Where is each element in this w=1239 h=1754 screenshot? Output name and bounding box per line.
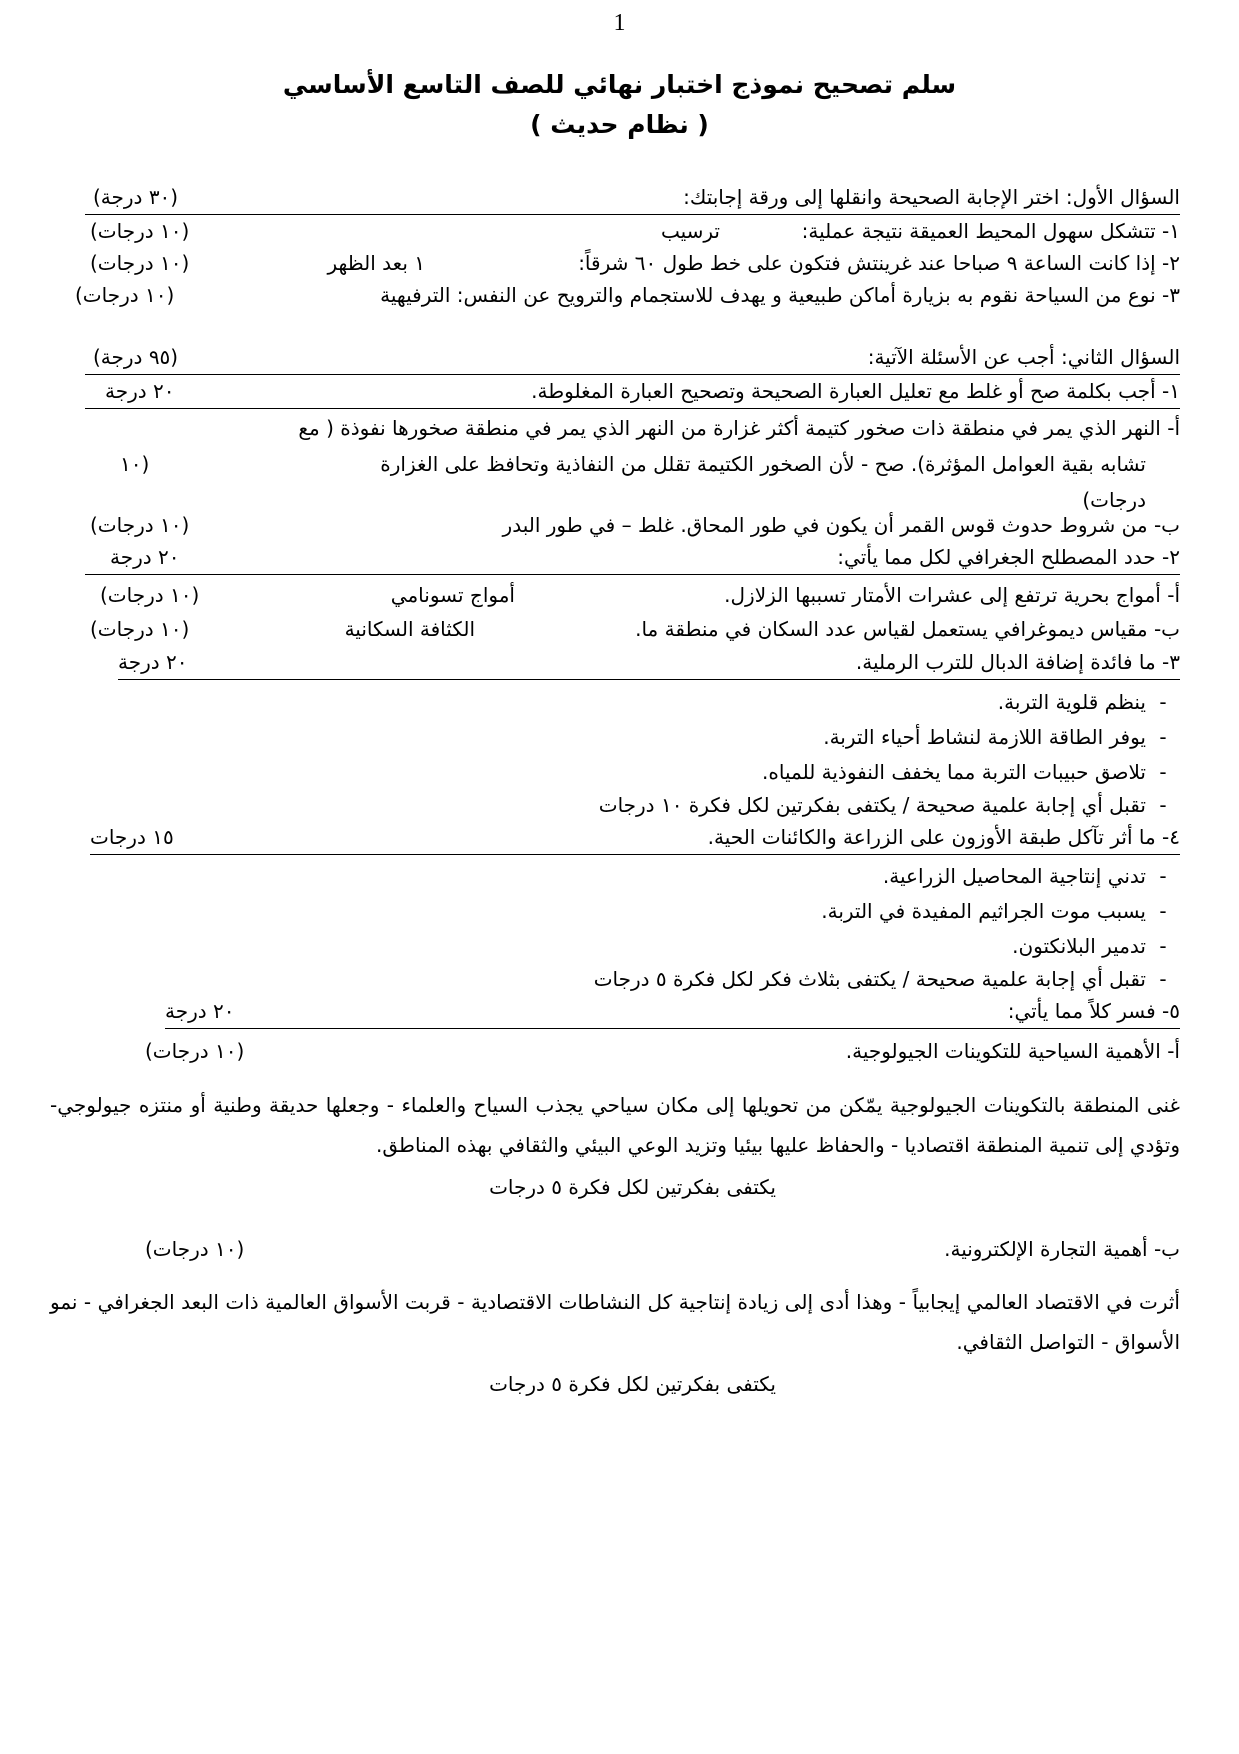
- q2-p5-heading-row: [165, 994, 1180, 1029]
- q2-p4-heading-row: [90, 820, 1180, 855]
- q2-p5-b-note-row: [85, 1367, 1180, 1401]
- q2-p5-b-note: يكتفى بفكرتين لكل فكرة ٥ درجات: [489, 1372, 776, 1396]
- q2-p3-bullet-4-text: تقبل أي إجابة علمية صحيحة / يكتفى بفكرتين لكل فكرة ١٠ درجات: [598, 793, 1146, 817]
- q2-p5-b-answer: أثرت في الاقتصاد العالمي إيجابياً - وهذا أدى إلى زيادة إنتاجية كل النشاطات الاقتصادية - قربت الأسواق العالمية ذات البعد الجغرافي - نمو الأسواق - التواصل الثقافي.: [50, 1290, 1180, 1354]
- q2-p2-b-marks: (١٠ درجات): [90, 617, 190, 641]
- q1-heading-row: [85, 180, 1180, 215]
- q1-item-2-answer: ١ بعد الظهر: [327, 251, 425, 275]
- q2-p2-a: [85, 578, 1180, 612]
- q1-item-2: [85, 246, 1180, 280]
- q1-item-1-answer: ترسيب: [660, 219, 720, 243]
- q2-p1-a-line2: [85, 447, 1180, 481]
- q2-p1-a-line1: [85, 411, 1180, 445]
- q2-p2-heading-row: [85, 540, 1180, 575]
- q2-p3-bullet-2: -يوفر الطاقة اللازمة لنشاط أحياء التربة.: [823, 725, 1167, 749]
- q2-p3-bullet-1: -ينظم قلوية التربة.: [997, 690, 1167, 714]
- q2-p2-a-answer: أمواج تسونامي: [390, 583, 515, 607]
- q2-p1-a-text-2: تشابه بقية العوامل المؤثرة). صح - لأن الصخور الكتيمة تقلل من النفاذية وتحافظ على الغزارة: [380, 452, 1146, 476]
- q2-p3-heading: ٣- ما فائدة إضافة الدبال للترب الرملية.: [855, 650, 1180, 674]
- q2-p4-bullet-4: -تقبل أي إجابة علمية صحيحة / يكتفى بثلاث فكر لكل فكرة ٥ درجات: [593, 967, 1167, 991]
- q2-p3-heading-row: [118, 645, 1180, 680]
- q2-heading-row: [85, 340, 1180, 375]
- q2-p5-a-answer: غنى المنطقة بالتكوينات الجيولوجية يمّكن من تحويلها إلى مكان سياحي يجذب السياح والعلماء - وجعلها حديقة وطنية أو منتزه جيولوجي- وتؤدي إلى تنمية المنطقة اقتصاديا - والحفاظ عليها بيئيا وتزيد الوعي البيئي والثقافي بهذه المناطق.: [50, 1093, 1180, 1157]
- q2-p1-a-text-1: أ- النهر الذي يمر في منطقة ذات صخور كتيمة أكثر غزارة من النهر الذي يمر في منطقة صخورها نفوذة ( مع: [298, 416, 1180, 440]
- q2-p3-bullet-3-text: تلاصق حبيبات التربة مما يخفف النفوذية للمياه.: [762, 760, 1146, 784]
- q2-p5-marks: ٢٠ درجة: [165, 999, 235, 1023]
- q2-p3-bullet-1-text: ينظم قلوية التربة.: [997, 690, 1146, 714]
- q2-p3-marks: ٢٠ درجة: [118, 650, 188, 674]
- q2-p3-bullet-3: -تلاصق حبيبات التربة مما يخفف النفوذية للمياه.: [762, 760, 1167, 784]
- q1-item-2-marks: (١٠ درجات): [90, 251, 190, 275]
- q2-p4-bullet-2: -يسبب موت الجراثيم المفيدة في التربة.: [821, 899, 1167, 923]
- q2-heading: السؤال الثاني: أجب عن الأسئلة الآتية:: [867, 345, 1180, 369]
- q2-p2-b-answer: الكثافة السكانية: [344, 617, 475, 641]
- q2-p1-heading: ١- أجب بكلمة صح أو غلط مع تعليل العبارة الصحيحة وتصحيح العبارة المغلوطة.: [531, 379, 1180, 403]
- q2-p3-bullet-2-text: يوفر الطاقة اللازمة لنشاط أحياء التربة.: [823, 725, 1146, 749]
- q2-p4-bullet-3-text: تدمير البلانكتون.: [1012, 934, 1146, 958]
- q2-p4-bullet-4-text: تقبل أي إجابة علمية صحيحة / يكتفى بثلاث فكر لكل فكرة ٥ درجات: [593, 967, 1146, 991]
- q2-p4-bullet-3: -تدمير البلانكتون.: [1012, 934, 1167, 958]
- q1-item-1-marks: (١٠ درجات): [90, 219, 190, 243]
- q2-p5-a: [85, 1034, 1180, 1068]
- q1-item-1-text: ١- تتشكل سهول المحيط العميقة نتيجة عملية:: [801, 219, 1180, 243]
- q2-p2-marks: ٢٠ درجة: [110, 545, 180, 569]
- q2-p1-heading-row: [85, 374, 1180, 409]
- q2-p4-bullet-1: -تدني إنتاجية المحاصيل الزراعية.: [882, 864, 1167, 888]
- q1-item-2-text: ٢- إذا كانت الساعة ٩ صباحا عند غرينتش فتكون على خط طول ٦٠ شرقاً:: [578, 251, 1180, 275]
- q2-p4-bullet-2-text: يسبب موت الجراثيم المفيدة في التربة.: [821, 899, 1146, 923]
- q2-marks: (٩٥ درجة): [93, 345, 179, 369]
- q2-p1-b: [85, 508, 1180, 542]
- q2-p2-b-text: ب- مقياس ديموغرافي يستعمل لقياس عدد السكان في منطقة ما.: [635, 617, 1180, 641]
- q2-p5-heading: ٥- فسر كلاً مما يأتي:: [1007, 999, 1180, 1023]
- page-title: سلم تصحيح نموذج اختبار نهائي للصف التاسع الأساسي: [282, 70, 957, 99]
- q2-p5-a-marks: (١٠ درجات): [145, 1039, 245, 1063]
- q2-p3-bullet-4: -تقبل أي إجابة علمية صحيحة / يكتفى بفكرتين لكل فكرة ١٠ درجات: [598, 793, 1167, 817]
- q2-p1-marks: ٢٠ درجة: [105, 379, 175, 403]
- q2-p4-heading: ٤- ما أثر تآكل طبقة الأوزون على الزراعة والكائنات الحية.: [707, 825, 1180, 849]
- q1-item-3-text: ٣- نوع من السياحة نقوم به بزيارة أماكن طبيعية و يهدف للاستجمام والترويح عن النفس: الترفيهية: [380, 283, 1180, 307]
- q2-p5-a-note-row: [85, 1170, 1180, 1204]
- q2-p4-marks: ١٥ درجات: [90, 825, 174, 849]
- q2-p5-b-text: ب- أهمية التجارة الإلكترونية.: [944, 1237, 1180, 1261]
- q2-p2-a-text: أ- أمواج بحرية ترتفع إلى عشرات الأمتار تسببها الزلازل.: [724, 583, 1180, 607]
- q1-heading: السؤال الأول: اختر الإجابة الصحيحة وانقلها إلى ورقة إجابتك:: [683, 185, 1180, 209]
- q2-p2-heading: ٢- حدد المصطلح الجغرافي لكل مما يأتي:: [837, 545, 1180, 569]
- q1-item-3-marks: (١٠ درجات): [75, 283, 175, 307]
- q2-p4-bullet-1-text: تدني إنتاجية المحاصيل الزراعية.: [882, 864, 1146, 888]
- q2-p5-b-marks: (١٠ درجات): [145, 1237, 245, 1261]
- q2-p1-a-marks-open: (١٠: [120, 452, 150, 476]
- q2-p5-a-note: يكتفى بفكرتين لكل فكرة ٥ درجات: [489, 1175, 776, 1199]
- q2-p2-a-marks: (١٠ درجات): [100, 583, 200, 607]
- q1-item-1: [85, 214, 1180, 248]
- q1-marks: (٣٠ درجة): [93, 185, 179, 209]
- q2-p1-b-text: ب- من شروط حدوث قوس القمر أن يكون في طور المحاق. غلط – في طور البدر: [502, 513, 1180, 537]
- page-subtitle: ( نظام حديث ): [530, 110, 709, 139]
- q2-p1-b-marks: (١٠ درجات): [90, 513, 190, 537]
- page-number: 1: [613, 10, 626, 36]
- q2-p2-b: [85, 612, 1180, 646]
- q2-p5-a-text: أ- الأهمية السياحية للتكوينات الجيولوجية.: [845, 1039, 1180, 1063]
- q1-item-3: [75, 278, 1180, 312]
- q2-p1-a-marks-close: درجات): [1082, 488, 1146, 512]
- q2-p5-b: [85, 1232, 1180, 1266]
